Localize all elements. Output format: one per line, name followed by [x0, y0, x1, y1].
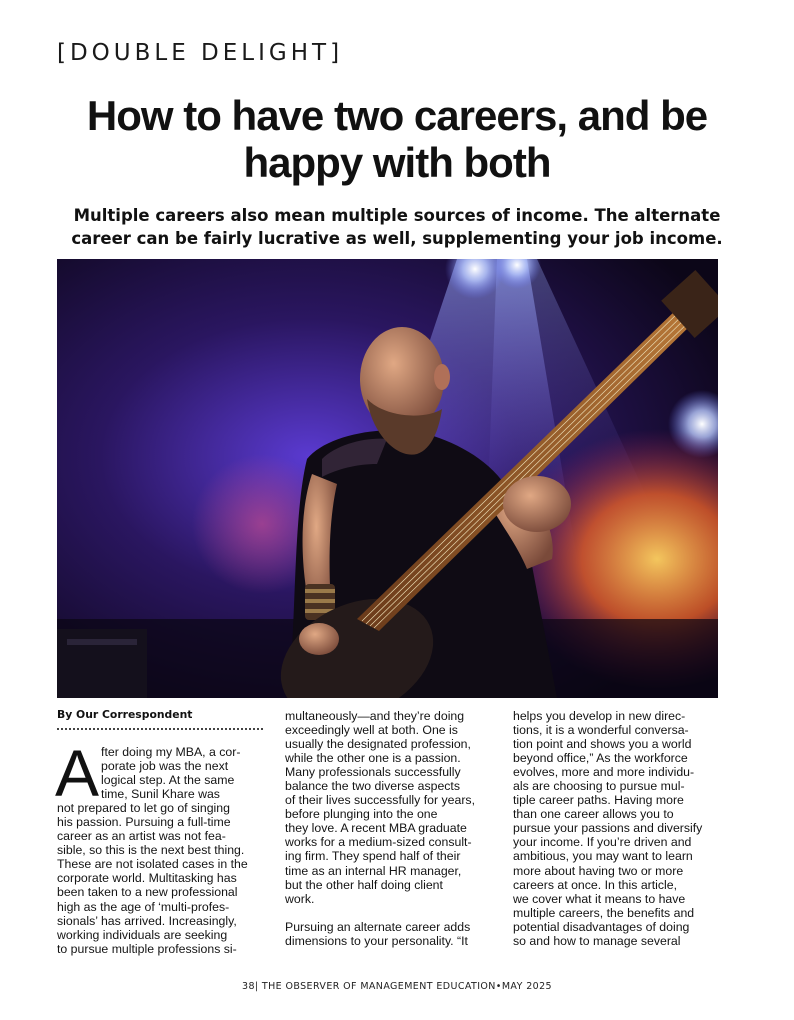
column-3-line: your income. If you’re driven and	[513, 835, 692, 850]
column-3-line: evolves, more and more individu-	[513, 765, 695, 780]
column-2-line: Many professionals successfully	[285, 765, 461, 780]
column-2-line: exceedingly well at both. One is	[285, 723, 458, 738]
column-3-line: tion point and shows you a world	[513, 737, 692, 752]
column-1-line: his passion. Pursuing a full-time	[57, 815, 231, 830]
column-2-line: usually the designated profession,	[285, 737, 471, 752]
column-1-line: sionals’ has arrived. Increasingly,	[57, 913, 237, 928]
column-1-line: to pursue multiple professions si-	[57, 941, 237, 956]
column-2-line: but the other half doing client	[285, 877, 443, 892]
column-3-line: ambitious, you may want to learn	[513, 849, 693, 864]
column-2-line: Pursuing an alternate career adds	[285, 919, 471, 934]
column-2-paragraph-2	[285, 920, 491, 948]
column-2-line: ing firm. They spend half of their	[285, 849, 461, 864]
standfirst-line-1: Multiple careers also mean multiple sources of income. The alternate	[73, 206, 721, 225]
column-1-line: high as the age of ‘multi-profes-	[57, 899, 230, 914]
column-2-line: dimensions to your personality. “It	[285, 933, 468, 948]
column-1-line: fter doing my MBA, a cor-	[101, 745, 241, 759]
column-2-line: before plunging into the one	[285, 807, 438, 822]
column-1-line: not prepared to let go of singing	[57, 801, 230, 816]
footer-separator: |	[254, 981, 262, 992]
column-1-line: career as an artist was not fea-	[57, 829, 226, 844]
column-2-line: works for a medium-sized consult-	[285, 835, 472, 850]
column-1-line: been taken to a new professional	[57, 885, 238, 900]
headline-line-1: How to have two careers, and be	[86, 92, 708, 139]
column-3-line: tions, it is a wonderful conversa-	[513, 723, 689, 738]
column-2-paragraph-1	[285, 709, 491, 906]
column-1-line: corporate world. Multitasking has	[57, 871, 237, 886]
article-column-2	[285, 709, 491, 948]
column-1-line: These are not isolated cases in the	[57, 857, 248, 872]
column-3-line: careers at once. In this article,	[513, 877, 678, 892]
column-3-line: als are choosing to pursue mul-	[513, 779, 685, 794]
column-1-line: sible, so this is the next best thing.	[57, 843, 245, 858]
column-3-line: we cover what it means to have	[513, 891, 686, 906]
page-footer	[0, 981, 794, 992]
column-2-line: time as an internal HR manager,	[285, 863, 462, 878]
article-column-3	[513, 709, 720, 948]
footer-bullet: •	[495, 981, 502, 992]
article-column-1	[55, 736, 265, 956]
column-1-line: porate job was the next	[101, 759, 229, 774]
page-number: 38	[242, 981, 255, 992]
column-3-line: beyond office,” As the workforce	[513, 751, 688, 766]
column-3-line: more about having two or more	[513, 863, 684, 878]
column-2-line: they love. A recent MBA graduate	[285, 821, 467, 836]
column-3-line: potential disadvantages of doing	[513, 919, 690, 934]
standfirst	[52, 204, 742, 250]
column-3-line: tiple career paths. Having more	[513, 793, 684, 808]
column-3-line: so and how to manage several	[513, 933, 681, 948]
column-1-line: logical step. At the same	[101, 773, 235, 788]
column-2-line: multaneously—and they’re doing	[285, 709, 465, 723]
column-2-line: balance the two diverse aspects	[285, 779, 460, 794]
article-photo	[57, 259, 718, 698]
issue-date: MAY 2025	[501, 981, 552, 992]
drop-cap: A	[55, 736, 100, 810]
concert-guitarist-photo	[57, 259, 718, 698]
column-3-line: than one career allows you to	[513, 807, 674, 822]
byline: By Our Correspondent	[57, 708, 263, 730]
standfirst-line-2: career can be fairly lucrative as well, supplementing your job income.	[71, 229, 723, 248]
column-3-line: pursue your passions and diversify	[513, 821, 703, 836]
headline	[40, 92, 754, 186]
column-1-line: time, Sunil Khare was	[101, 787, 220, 802]
headline-line-2: happy with both	[243, 139, 551, 186]
column-3-line: helps you develop in new direc-	[513, 709, 686, 723]
column-2-line: work.	[285, 891, 315, 906]
column-3-text	[513, 709, 720, 948]
section-tag: [DOUBLE DELIGHT]	[57, 40, 344, 66]
column-2-line: of their lives successfully for years,	[285, 793, 475, 808]
column-3-line: multiple careers, the benefits and	[513, 905, 695, 920]
publication-name: THE OBSERVER OF MANAGEMENT EDUCATION	[261, 981, 496, 992]
column-2-line: while the other one is a passion.	[285, 751, 461, 766]
column-1-line: working individuals are seeking	[57, 927, 228, 942]
